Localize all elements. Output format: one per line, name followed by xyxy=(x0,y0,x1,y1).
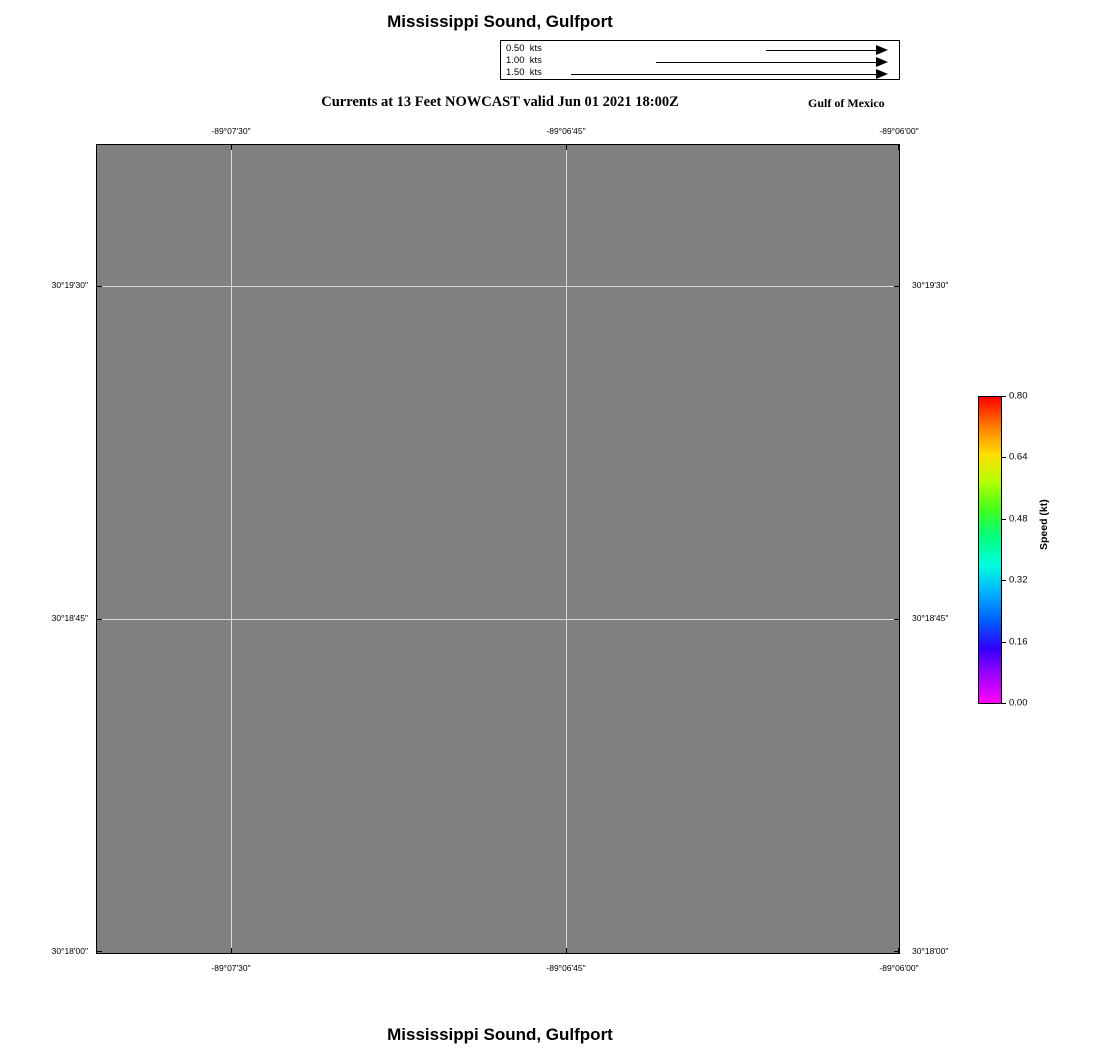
map-gridline-vertical xyxy=(231,145,232,953)
colorbar-tick-label: 0.16 xyxy=(1009,636,1028,648)
vector-arrow-head xyxy=(876,69,888,79)
y-axis-tick-right xyxy=(894,951,899,952)
y-axis-tick-label-right: 30°18'00" xyxy=(912,946,949,956)
region-label: Gulf of Mexico xyxy=(808,96,885,110)
colorbar-tick xyxy=(1002,580,1006,581)
x-axis-tick-label-top: -89°07'30" xyxy=(211,126,251,136)
y-axis-tick-left xyxy=(97,619,102,620)
colorbar-tick xyxy=(1002,642,1006,643)
footer-title: Mississippi Sound, Gulfport xyxy=(387,1025,613,1044)
colorbar-tick xyxy=(1002,396,1006,397)
colorbar-tick xyxy=(1002,457,1006,458)
x-axis-tick-label-bottom: -89°06'45" xyxy=(546,963,586,973)
colorbar-tick-label: 0.32 xyxy=(1009,574,1028,586)
x-axis-tick-label-top: -89°06'45" xyxy=(546,126,586,136)
x-axis-tick-label-bottom: -89°06'00" xyxy=(879,963,919,973)
map-gridline-horizontal xyxy=(97,286,899,287)
colorbar-tick-label: 0.00 xyxy=(1009,697,1028,709)
vector-arrow-shaft xyxy=(656,62,876,63)
colorbar-tick-label: 0.48 xyxy=(1009,513,1028,525)
y-axis-tick-label-right: 30°19'30" xyxy=(912,280,949,290)
vector-key-row xyxy=(501,68,899,81)
y-axis-tick-label-right: 30°18'45" xyxy=(912,613,949,623)
y-axis-tick-left xyxy=(97,951,102,952)
x-axis-tick-label-bottom: -89°07'30" xyxy=(211,963,251,973)
y-axis-tick-right xyxy=(894,286,899,287)
x-axis-tick-top xyxy=(566,145,567,150)
vector-key-label: 1.00 kts xyxy=(506,55,542,66)
vector-arrow-shaft xyxy=(571,74,876,75)
x-axis-tick-top xyxy=(898,145,899,150)
colorbar-gradient xyxy=(978,396,1002,704)
vector-scale-key xyxy=(500,40,900,80)
x-axis-tick-top xyxy=(231,145,232,150)
map-gridline-vertical xyxy=(566,145,567,953)
x-axis-tick-bottom xyxy=(566,948,567,953)
colorbar-tick-label: 0.80 xyxy=(1009,390,1028,402)
y-axis-tick-right xyxy=(894,619,899,620)
colorbar-tick xyxy=(1002,519,1006,520)
vector-key-label: 0.50 kts xyxy=(506,43,542,54)
colorbar xyxy=(978,390,1028,709)
vector-arrow-head xyxy=(876,45,888,55)
colorbar-tick xyxy=(1002,703,1006,704)
vector-arrow-shaft xyxy=(766,50,876,51)
y-axis-tick-left xyxy=(97,286,102,287)
y-axis-tick-label-left: 30°18'45" xyxy=(51,613,88,623)
page-title: Mississippi Sound, Gulfport xyxy=(387,12,613,31)
y-axis-tick-label-left: 30°18'00" xyxy=(51,946,88,956)
colorbar-tick-label: 0.64 xyxy=(1009,451,1028,463)
vector-arrow-head xyxy=(876,57,888,67)
x-axis-tick-bottom xyxy=(231,948,232,953)
x-axis-tick-label-top: -89°06'00" xyxy=(879,126,919,136)
map-gridline-horizontal xyxy=(97,619,899,620)
map-plot-area[interactable] xyxy=(96,144,900,954)
y-axis-tick-label-left: 30°19'30" xyxy=(51,280,88,290)
colorbar-axis-title: Speed (kt) xyxy=(1038,499,1050,550)
vector-key-label: 1.50 kts xyxy=(506,67,542,78)
chart-subtitle: Currents at 13 Feet NOWCAST valid Jun 01 2021 18:00Z xyxy=(321,94,679,110)
